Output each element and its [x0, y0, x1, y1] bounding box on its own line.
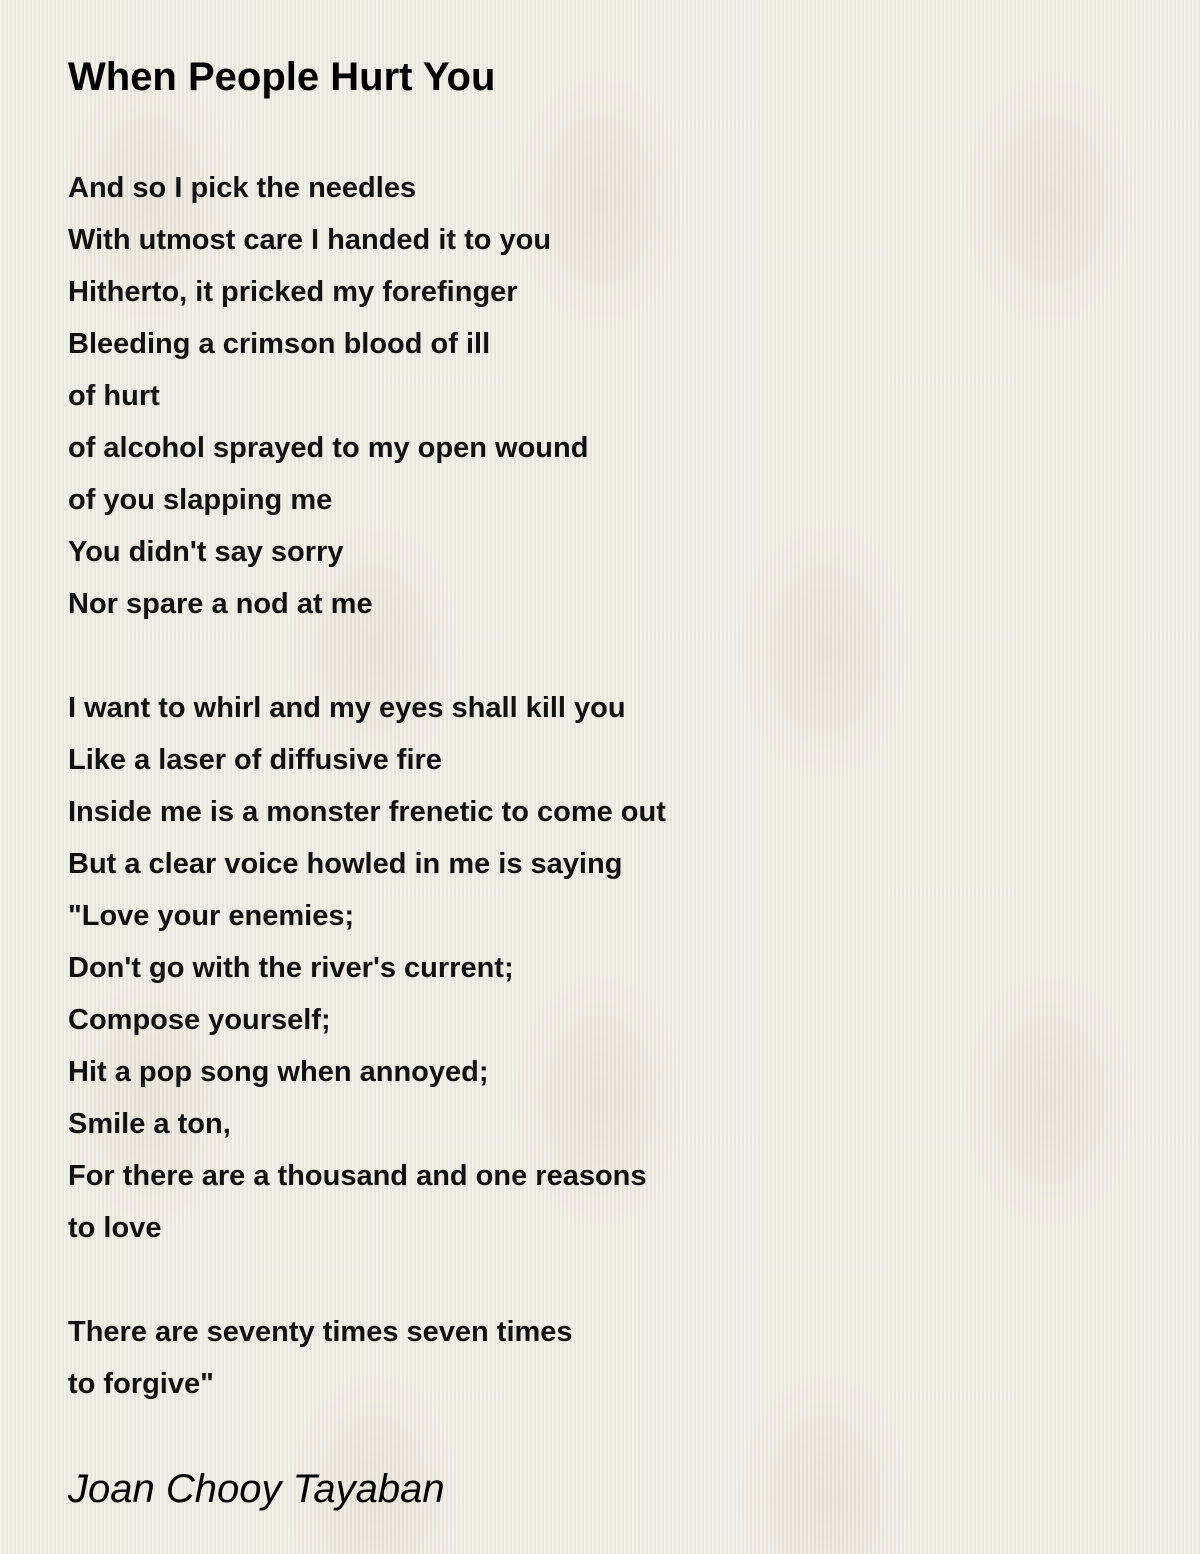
poem-author: Joan Chooy Tayaban [68, 1467, 445, 1511]
poem-body [68, 162, 1148, 1410]
poem-line: Hit a pop song when annoyed; [68, 1056, 489, 1088]
poem-line: With utmost care I handed it to you [68, 224, 552, 256]
poem-line: Inside me is a monster frenetic to come out [68, 796, 666, 828]
poem-title: When People Hurt You [68, 55, 496, 99]
poem-line: And so I pick the needles [68, 172, 417, 204]
poem-line: Smile a ton, [68, 1108, 231, 1140]
poem-line: You didn't say sorry [68, 536, 344, 568]
poem-line: to love [68, 1212, 162, 1244]
poem-container [68, 50, 1148, 1516]
poem-line: to forgive" [68, 1368, 214, 1400]
poem-line: There are seventy times seven times [68, 1316, 573, 1348]
poem-line: Hitherto, it pricked my forefinger [68, 276, 518, 308]
poem-line: Like a laser of diffusive fire [68, 744, 442, 776]
stanza-3 [68, 1306, 1148, 1410]
stanza-1 [68, 162, 1148, 630]
poem-line: Don't go with the river's current; [68, 952, 514, 984]
poem-line: Nor spare a nod at me [68, 588, 373, 620]
poem-line: "Love your enemies; [68, 900, 355, 932]
poem-line: I want to whirl and my eyes shall kill you [68, 692, 626, 724]
poem-line: of hurt [68, 380, 160, 412]
poem-line: But a clear voice howled in me is saying [68, 848, 623, 880]
poem-line: For there are a thousand and one reasons [68, 1160, 647, 1192]
poem-line: of you slapping me [68, 484, 333, 516]
poem-line: Compose yourself; [68, 1004, 331, 1036]
poem-line: of alcohol sprayed to my open wound [68, 432, 589, 464]
stanza-2 [68, 682, 1148, 1254]
poem-line: Bleeding a crimson blood of ill [68, 328, 491, 360]
